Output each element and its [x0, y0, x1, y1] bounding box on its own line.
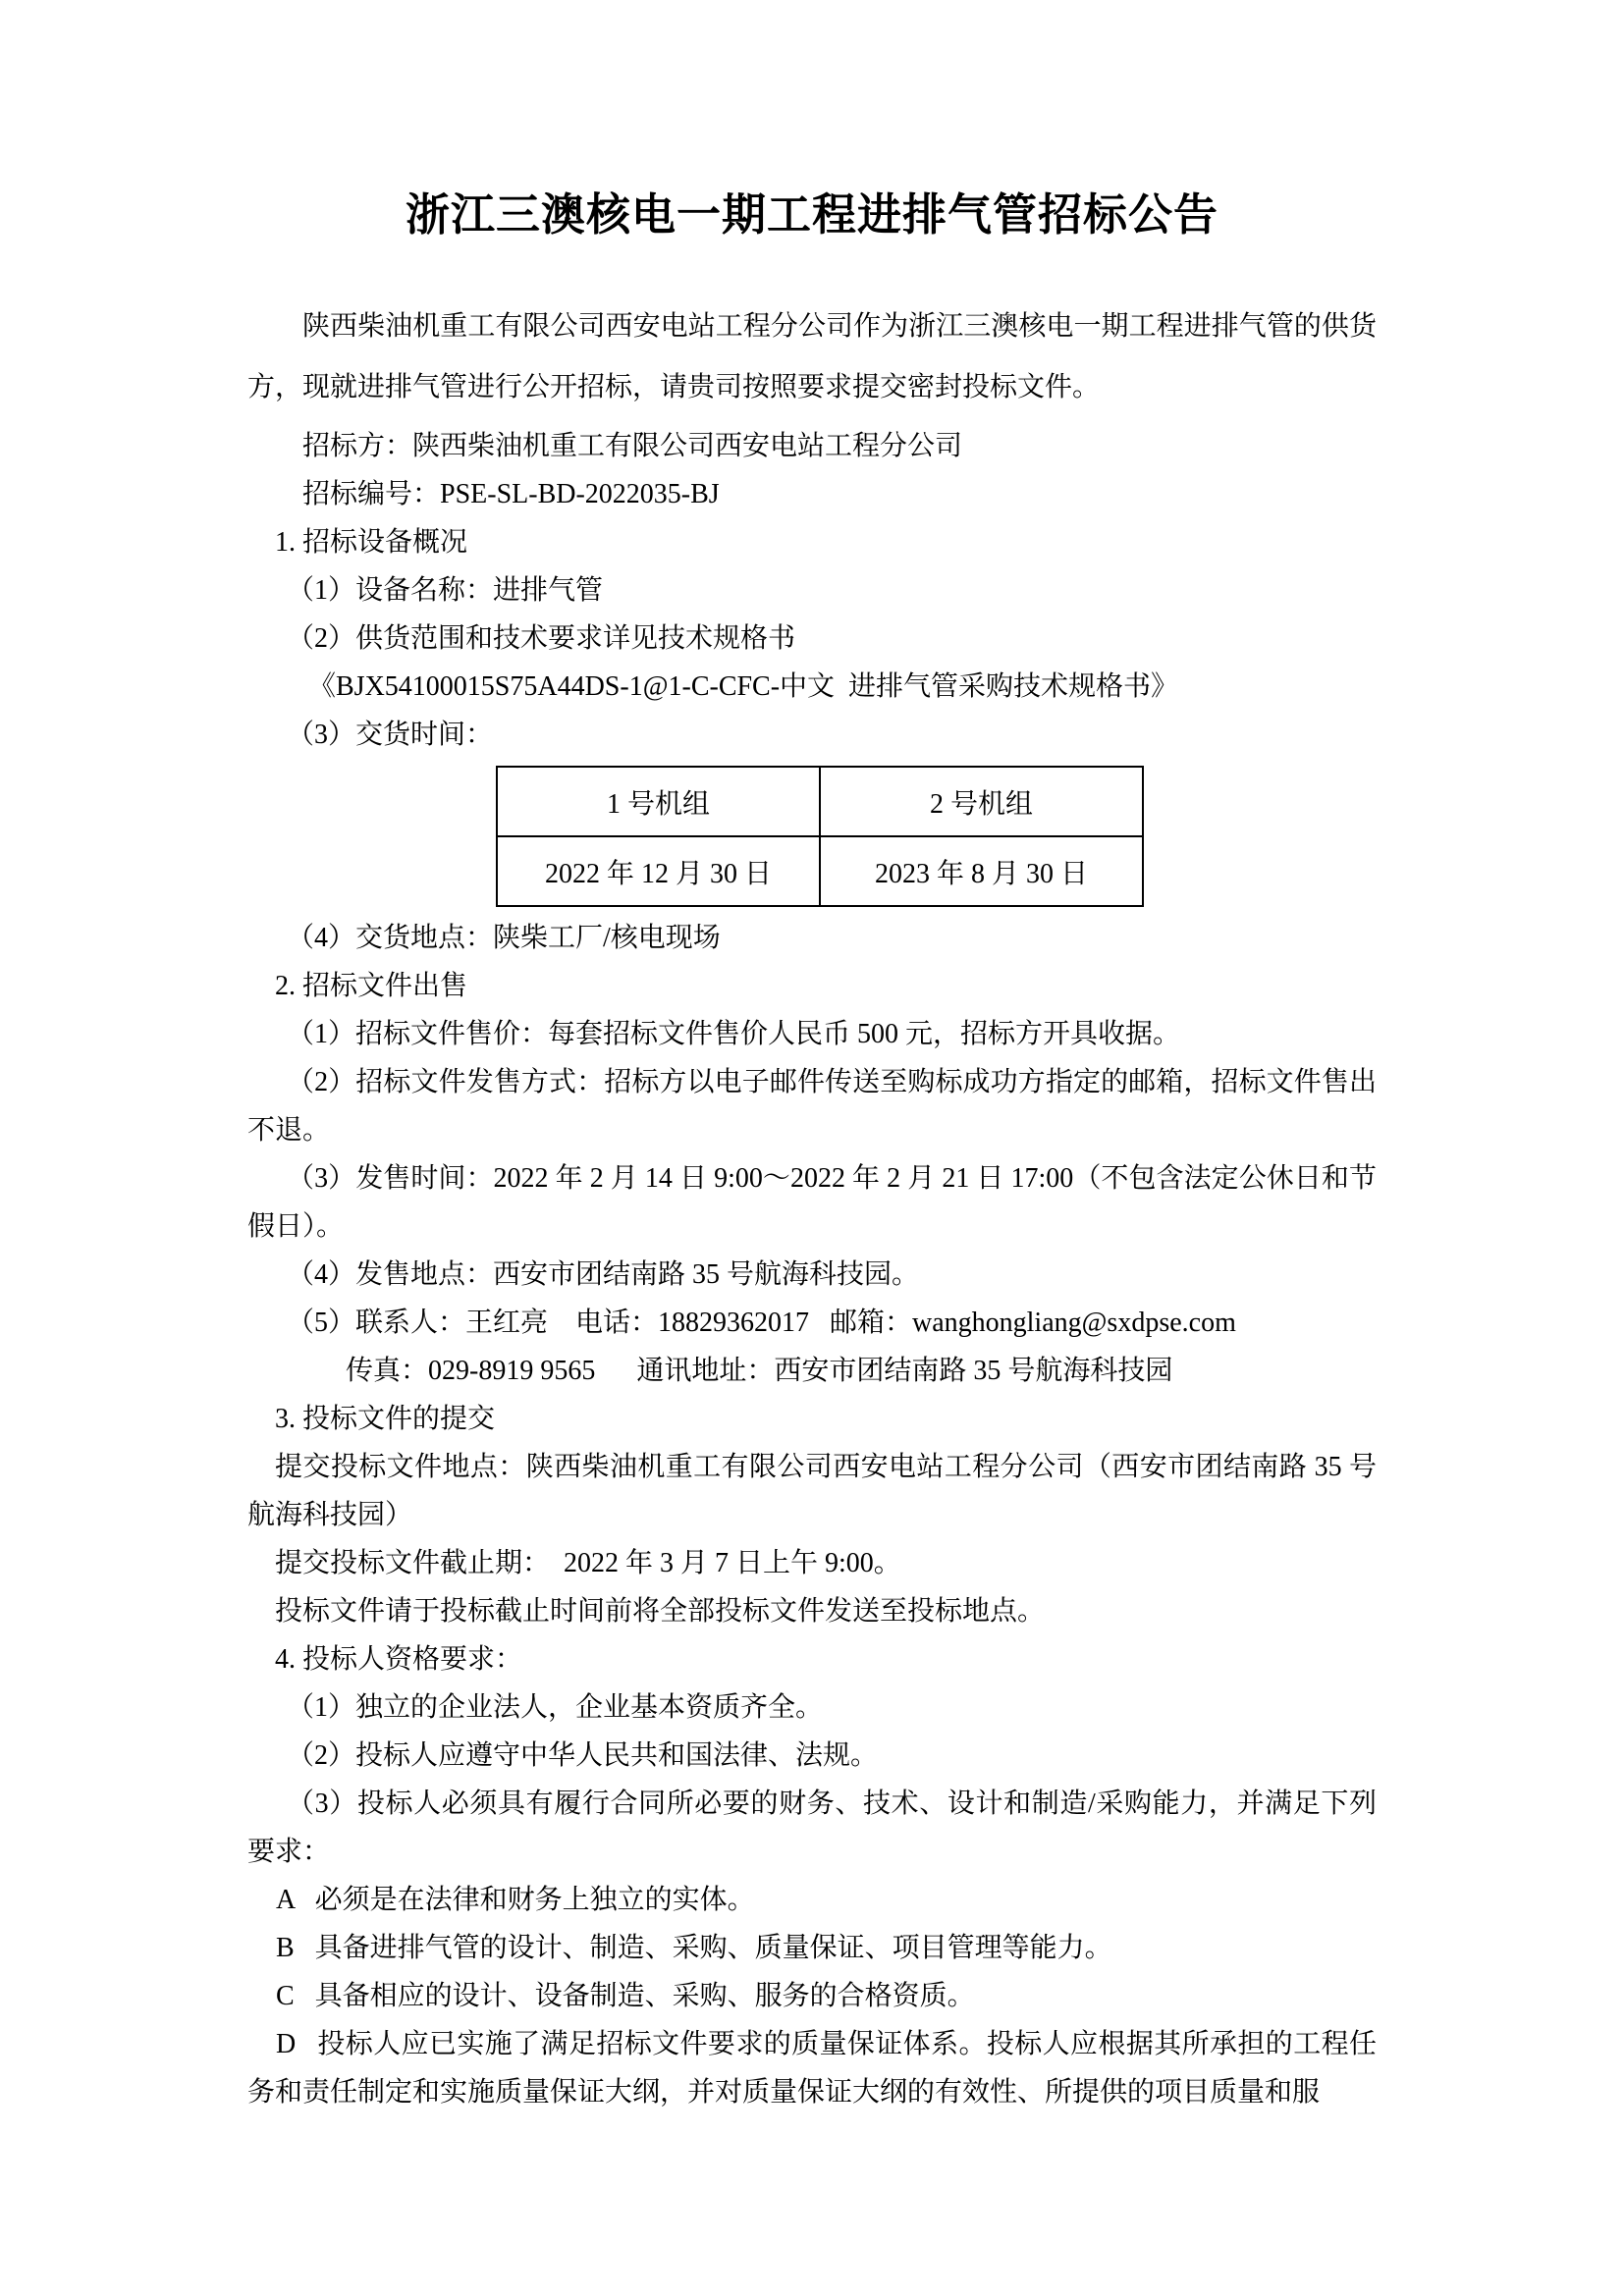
section4-heading: 4. 投标人资格要求：	[275, 1644, 523, 1675]
spec-document-line: 《BJX54100015S75A44DS-1@1-C-CFC-中文 进排气管采购技术规格书》	[308, 671, 1179, 702]
table-cell-unit1-date: 2022 年 12 月 30 日	[497, 836, 820, 906]
section2-heading: 2. 招标文件出售	[275, 971, 468, 1001]
section4-subitem-b: B 具备进排气管的设计、制造、采购、质量保证、项目管理等能力。	[276, 1933, 1112, 1963]
submission-deadline-line: 提交投标文件截止期： 2022 年 3 月 7 日上午 9:00。	[275, 1548, 901, 1578]
section2-item4: （4）发售地点：西安市团结南路 35 号航海科技园。	[287, 1259, 920, 1290]
table-row	[497, 836, 1143, 906]
page-title: 浙江三澳核电一期工程进排气管招标公告	[405, 190, 1218, 240]
section2-item1: （1）招标文件售价：每套招标文件售价人民币 500 元，招标方开具收据。	[287, 1019, 1181, 1049]
section3-heading: 3. 投标文件的提交	[275, 1404, 496, 1434]
tender-number-line: 招标编号：PSE-SL-BD-2022035-BJ	[302, 479, 720, 509]
document-content	[247, 189, 1377, 2116]
delivery-date-table	[496, 766, 1144, 907]
section1-item4: （4）交货地点：陕柴工厂/核电现场	[287, 923, 721, 953]
contact-line: （5）联系人：王红亮 电话：18829362017 邮箱：wanghongliang@sxdpse.com	[287, 1308, 1236, 1338]
section4-item1: （1）独立的企业法人，企业基本资质齐全。	[287, 1692, 824, 1723]
section4-item3: （3）投标人必须具有履行合同所必要的财务、技术、设计和制造/采购能力，并满足下列要求：	[247, 1789, 1377, 1867]
tenderer-line: 招标方：陕西柴油机重工有限公司西安电站工程分公司	[302, 431, 963, 461]
section1-item1: （1）设备名称：进排气管	[287, 575, 604, 606]
section2-item3: （3）发售时间：2022 年 2 月 14 日 9:00～2022 年 2 月 21 日 17:00（不包含法定公休日和节假日）。	[247, 1163, 1377, 1242]
table-header-row	[497, 767, 1143, 836]
table-cell-unit2-date: 2023 年 8 月 30 日	[820, 836, 1143, 906]
submission-note-line: 投标文件请于投标截止时间前将全部投标文件发送至投标地点。	[275, 1596, 1046, 1627]
section4-subitem-c: C 具备相应的设计、设备制造、采购、服务的合格资质。	[276, 1981, 975, 2011]
section4-subitem-d: D 投标人应已实施了满足招标文件要求的质量保证体系。投标人应根据其所承担的工程任务和责任制定和实施质量保证大纲，并对质量保证大纲的有效性、所提供的项目质量和服	[247, 2029, 1377, 2108]
table-header-unit2: 2 号机组	[820, 767, 1143, 836]
section1-heading: 1. 招标设备概况	[275, 527, 468, 558]
section4-item2: （2）投标人应遵守中华人民共和国法律、法规。	[287, 1740, 879, 1771]
delivery-table-wrapper	[496, 766, 1377, 907]
section2-item2: （2）招标文件发售方式：招标方以电子邮件传送至购标成功方指定的邮箱，招标文件售出不退。	[247, 1067, 1377, 1146]
submission-place-line: 提交投标文件地点：陕西柴油机重工有限公司西安电站工程分公司（西安市团结南路 35 号航海科技园）	[247, 1452, 1377, 1530]
section1-item3: （3）交货时间：	[287, 720, 494, 750]
section1-item2: （2）供货范围和技术要求详见技术规格书	[287, 623, 796, 654]
intro-paragraph: 陕西柴油机重工有限公司西安电站工程分公司作为浙江三澳核电一期工程进排气管的供货方，现就进排气管进行公开招标，请贵司按照要求提交密封投标文件。	[247, 311, 1377, 402]
table-header-unit1: 1 号机组	[497, 767, 820, 836]
fax-address-line: 传真：029-8919 9565 通讯地址：西安市团结南路 35 号航海科技园	[346, 1356, 1173, 1386]
section4-subitem-a: A 必须是在法律和财务上独立的实体。	[276, 1885, 755, 1915]
